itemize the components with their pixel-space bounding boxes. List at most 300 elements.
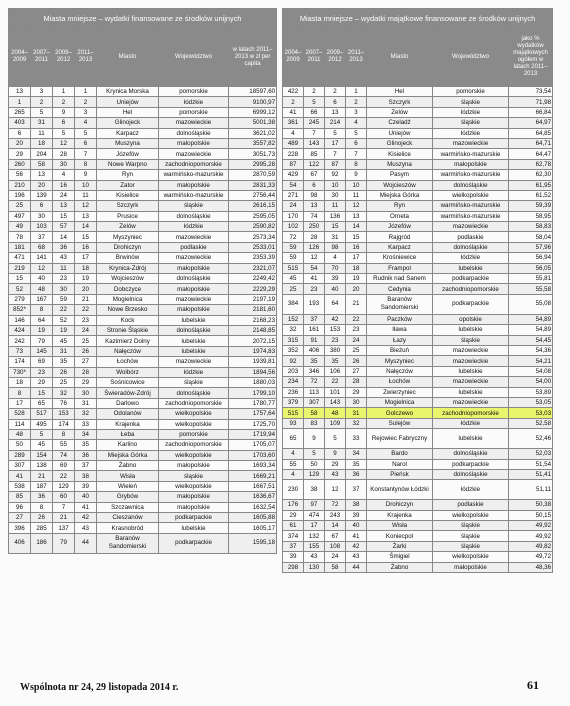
- table-cell: 136: [325, 211, 346, 221]
- table-row: [283, 314, 553, 324]
- table-row: [9, 107, 277, 117]
- table-cell: podkarpackie: [159, 533, 229, 553]
- table-cell: 1667,51: [229, 481, 277, 491]
- table-cell: 6999,12: [229, 107, 277, 117]
- column-header: Miasto: [367, 28, 433, 87]
- table-cell: 515: [283, 263, 304, 273]
- table-cell: 19: [31, 325, 53, 335]
- table-cell: 58: [31, 159, 53, 169]
- table-cell: zachodniopomorskie: [159, 398, 229, 408]
- table-cell: 2181,60: [229, 305, 277, 315]
- table-cell: Bardo: [367, 449, 433, 459]
- table-cell: 23: [75, 315, 97, 325]
- table-cell: Narol: [367, 459, 433, 469]
- table-cell: 29: [346, 387, 367, 397]
- table-cell: 139: [31, 190, 53, 200]
- table-cell: 2831,33: [229, 180, 277, 190]
- table-cell: 396: [9, 523, 31, 533]
- table-cell: 54,08: [509, 366, 553, 376]
- publication-footer: Wspólnota nr 24, 29 listopada 2014 r.: [20, 682, 179, 693]
- table-cell: 44: [346, 562, 367, 572]
- table-cell: 64,47: [509, 149, 553, 159]
- table-cell: 1703,60: [229, 450, 277, 460]
- table-cell: 55,58: [509, 284, 553, 294]
- table-cell: 143: [325, 397, 346, 407]
- table-cell: 7: [325, 149, 346, 159]
- table-cell: 9: [346, 170, 367, 180]
- table-row: [283, 335, 553, 345]
- table-cell: 298: [283, 562, 304, 572]
- table-cell: 30: [53, 284, 75, 294]
- table-cell: 45: [283, 274, 304, 284]
- table-row: [9, 253, 277, 263]
- table-cell: 126: [304, 242, 325, 252]
- table-cell: 9100,97: [229, 97, 277, 107]
- table-row: [283, 128, 553, 138]
- table-cell: 37: [75, 461, 97, 471]
- table-cell: 53,05: [509, 397, 553, 407]
- table-cell: 174: [9, 357, 31, 367]
- column-header: Województwo: [433, 28, 509, 87]
- table-cell: Cieszanów: [97, 513, 159, 523]
- table-cell: małopolskie: [159, 305, 229, 315]
- table-cell: 12: [304, 253, 325, 263]
- table-cell: Pieńsk: [367, 469, 433, 479]
- column-header: 2004–2009: [283, 28, 304, 87]
- table-cell: 21: [31, 471, 53, 481]
- table-cell: 204: [31, 149, 53, 159]
- table-row: [283, 294, 553, 314]
- table-cell: Dobczyce: [97, 284, 159, 294]
- table-cell: 8: [9, 388, 31, 398]
- table-row: [283, 531, 553, 541]
- table-cell: 4: [346, 118, 367, 128]
- table-cell: łódzkie: [159, 367, 229, 377]
- table-cell: 38: [75, 471, 97, 481]
- column-header: Miasto: [97, 28, 159, 87]
- table-cell: 15: [53, 211, 75, 221]
- table-cell: 34: [346, 449, 367, 459]
- table-cell: wielkopolskie: [433, 510, 509, 520]
- table-cell: Śmigiel: [367, 552, 433, 562]
- table-row: [9, 190, 277, 200]
- table-cell: dolnośląskie: [159, 128, 229, 138]
- table-cell: podkarpackie: [433, 274, 509, 284]
- table-cell: 5001,38: [229, 118, 277, 128]
- table-cell: mazowieckie: [433, 356, 509, 366]
- table-row: [9, 87, 277, 97]
- table-cell: 1632,54: [229, 502, 277, 512]
- table-cell: 18: [75, 263, 97, 273]
- table-cell: 13: [53, 201, 75, 211]
- table-cell: 19: [346, 274, 367, 284]
- table-cell: Karpacz: [367, 242, 433, 252]
- table-cell: Wojcieszów: [367, 180, 433, 190]
- table-cell: 64: [325, 294, 346, 314]
- table-cell: 15: [9, 274, 31, 284]
- table-cell: lubelskie: [159, 346, 229, 356]
- table-cell: 170: [283, 211, 304, 221]
- table-cell: 2: [325, 87, 346, 97]
- table-row: [9, 357, 277, 367]
- table-cell: 1595,18: [229, 533, 277, 553]
- table-cell: 29: [75, 377, 97, 387]
- table-cell: 9: [325, 449, 346, 459]
- table-cell: 1780,77: [229, 398, 277, 408]
- table-cell: 122: [304, 159, 325, 169]
- table-cell: wielkopolskie: [159, 409, 229, 419]
- table-cell: Odolanów: [97, 409, 159, 419]
- table-cell: 57: [53, 222, 75, 232]
- table-cell: 315: [283, 335, 304, 345]
- table-cell: 4: [283, 469, 304, 479]
- table-cell: 43: [346, 552, 367, 562]
- table-cell: 2616,15: [229, 201, 277, 211]
- table-cell: 1605,88: [229, 513, 277, 523]
- table-cell: warmińsko-mazurskie: [159, 170, 229, 180]
- table-row: [283, 263, 553, 273]
- table-cell: 26: [31, 513, 53, 523]
- table-cell: 91: [304, 335, 325, 345]
- table-cell: 30: [325, 190, 346, 200]
- table-cell: dolnośląskie: [433, 180, 509, 190]
- table-cell: 54: [304, 263, 325, 273]
- table-cell: Krajenka: [367, 510, 433, 520]
- table-cell: wielkopolskie: [159, 481, 229, 491]
- table-cell: 1705,07: [229, 440, 277, 450]
- table-cell: 61,95: [509, 180, 553, 190]
- table-cell: 27: [9, 513, 31, 523]
- table-cell: 39: [283, 552, 304, 562]
- table-cell: 38: [346, 500, 367, 510]
- table-cell: 54,89: [509, 325, 553, 335]
- table-cell: dolnośląskie: [159, 274, 229, 284]
- table-cell: 1605,17: [229, 523, 277, 533]
- table-cell: Darłowo: [97, 398, 159, 408]
- table-cell: 37: [346, 480, 367, 500]
- table-cell: 41: [283, 107, 304, 117]
- table-row: [283, 87, 553, 97]
- table-cell: 25: [75, 336, 97, 346]
- table-cell: 11: [325, 201, 346, 211]
- table-cell: 6: [53, 118, 75, 128]
- table-cell: łódzkie: [433, 418, 509, 428]
- table-cell: 236: [283, 387, 304, 397]
- table-row: [283, 469, 553, 479]
- table-cell: 56,94: [509, 253, 553, 263]
- table-cell: 32: [346, 418, 367, 428]
- table-cell: 16: [75, 242, 97, 252]
- table-cell: 4: [53, 170, 75, 180]
- table-cell: 2: [346, 97, 367, 107]
- table-cell: 73,54: [509, 87, 553, 97]
- table-cell: 58,04: [509, 232, 553, 242]
- table-cell: 49,82: [509, 541, 553, 551]
- table-cell: 66,84: [509, 107, 553, 117]
- table-cell: 58: [325, 562, 346, 572]
- column-header: 2007–2011: [304, 28, 325, 87]
- table-cell: 5: [75, 128, 97, 138]
- table-cell: dolnośląskie: [433, 242, 509, 252]
- table-cell: lubelskie: [159, 336, 229, 346]
- table-cell: 39: [346, 510, 367, 520]
- table-cell: mazowieckie: [159, 253, 229, 263]
- table-row: [9, 346, 277, 356]
- table-cell: 2: [304, 87, 325, 97]
- table-cell: 8: [31, 305, 53, 315]
- table-cell: 403: [9, 118, 31, 128]
- table-cell: 6: [325, 97, 346, 107]
- table-cell: 3: [31, 87, 53, 97]
- table-cell: warmińsko-mazurskie: [159, 190, 229, 200]
- table-cell: 62,30: [509, 170, 553, 180]
- table-cell: 72: [304, 377, 325, 387]
- table-cell: 55,81: [509, 274, 553, 284]
- table-cell: 59: [53, 294, 75, 304]
- table-cell: śląskie: [159, 471, 229, 481]
- table-cell: Szczyrk: [367, 97, 433, 107]
- table-cell: 187: [31, 481, 53, 491]
- table-cell: 64,85: [509, 128, 553, 138]
- table-cell: 2870,59: [229, 170, 277, 180]
- table-cell: 12: [31, 263, 53, 273]
- table-cell: 4: [75, 118, 97, 128]
- column-header: jako % wydatków majątkowych ogółem w latach 2011–2013: [509, 28, 553, 87]
- table-cell: 23: [325, 335, 346, 345]
- column-header: Województwo: [159, 28, 229, 87]
- table-cell: 24: [75, 325, 97, 335]
- table-cell: Cedynia: [367, 284, 433, 294]
- table-cell: mazowieckie: [159, 232, 229, 242]
- table-cell: 4: [283, 449, 304, 459]
- table-cell: 7: [346, 149, 367, 159]
- table-row: [9, 461, 277, 471]
- table-cell: 3557,82: [229, 138, 277, 148]
- table-cell: zachodniopomorskie: [433, 284, 509, 294]
- table-cell: Zwierzyniec: [367, 387, 433, 397]
- table-cell: małopolskie: [159, 284, 229, 294]
- table-cell: 43: [75, 523, 97, 533]
- table-row: [9, 533, 277, 553]
- table-cell: łódzkie: [433, 107, 509, 117]
- table-row: [9, 450, 277, 460]
- table-row: [283, 449, 553, 459]
- table-cell: Nowe Brzesko: [97, 305, 159, 315]
- table-cell: 2590,82: [229, 222, 277, 232]
- table-cell: pomorskie: [159, 107, 229, 117]
- table-cell: 18: [31, 138, 53, 148]
- table-cell: mazowieckie: [159, 357, 229, 367]
- table-cell: 5: [325, 429, 346, 449]
- table-cell: 307: [304, 397, 325, 407]
- table-row: [9, 471, 277, 481]
- table-cell: Zelów: [367, 107, 433, 117]
- table-cell: 137: [53, 523, 75, 533]
- table-cell: 406: [9, 533, 31, 553]
- table-cell: 265: [9, 107, 31, 117]
- table-cell: 31: [53, 346, 75, 356]
- table-cell: 138: [31, 461, 53, 471]
- table-cell: 153: [325, 325, 346, 335]
- table-row: [9, 419, 277, 429]
- table-cell: 538: [9, 481, 31, 491]
- column-header: 2007–2011: [31, 28, 53, 87]
- table-cell: 379: [283, 397, 304, 407]
- table-row: [9, 159, 277, 169]
- table-cell: 361: [283, 118, 304, 128]
- table-cell: śląskie: [159, 201, 229, 211]
- table-cell: 72: [325, 500, 346, 510]
- table-cell: 69: [53, 461, 75, 471]
- table-cell: 62,78: [509, 159, 553, 169]
- table-cell: 21: [346, 294, 367, 314]
- table-cell: 1: [346, 87, 367, 97]
- table-cell: 35: [75, 440, 97, 450]
- table-cell: Krynica-Zdrój: [97, 263, 159, 273]
- table-cell: wielkopolskie: [433, 190, 509, 200]
- table-cell: śląskie: [433, 97, 509, 107]
- table-cell: 26: [53, 367, 75, 377]
- table-cell: 11: [31, 128, 53, 138]
- table-row: [9, 170, 277, 180]
- table-cell: 489: [283, 138, 304, 148]
- table-cell: Drohiczyn: [97, 242, 159, 252]
- table-row: [283, 345, 553, 355]
- table-cell: 1799,10: [229, 388, 277, 398]
- table-cell: 153: [53, 409, 75, 419]
- table-cell: 2072,15: [229, 336, 277, 346]
- table-cell: wielkopolskie: [433, 552, 509, 562]
- table-cell: 10: [75, 180, 97, 190]
- table-cell: Wieleń: [97, 481, 159, 491]
- table-cell: 167: [31, 294, 53, 304]
- table-cell: mazowieckie: [433, 222, 509, 232]
- table-row: [9, 242, 277, 252]
- table-cell: 60: [53, 492, 75, 502]
- table-cell: 13: [325, 107, 346, 117]
- table-cell: podkarpackie: [433, 459, 509, 469]
- table-cell: dolnośląskie: [433, 469, 509, 479]
- table-cell: 49,92: [509, 521, 553, 531]
- table-cell: 13: [75, 211, 97, 221]
- table-cell: Mogielnica: [367, 397, 433, 407]
- table-eu-funded-expenditure: [8, 8, 277, 554]
- table-row: [9, 97, 277, 107]
- table-cell: 471: [9, 253, 31, 263]
- table-row: [283, 242, 553, 252]
- table-cell: warmińsko-mazurskie: [433, 170, 509, 180]
- table-cell: 19: [53, 325, 75, 335]
- table-cell: 2: [53, 97, 75, 107]
- table-cell: lubelskie: [433, 325, 509, 335]
- table-cell: Wisła: [97, 471, 159, 481]
- table-cell: 3621,02: [229, 128, 277, 138]
- table-cell: 58: [304, 408, 325, 418]
- table-cell: 85: [304, 149, 325, 159]
- table-cell: 10: [325, 180, 346, 190]
- table-cell: 52: [53, 315, 75, 325]
- table-cell: 71,98: [509, 97, 553, 107]
- table-cell: 79: [53, 533, 75, 553]
- table-cell: 50,15: [509, 510, 553, 520]
- table-cell: 5: [31, 107, 53, 117]
- table-cell: 33: [75, 419, 97, 429]
- table-eu-funded-capital-expenditure: [282, 8, 553, 573]
- table-cell: 58,83: [509, 222, 553, 232]
- table-cell: 289: [9, 450, 31, 460]
- table-cell: śląskie: [159, 377, 229, 387]
- table-cell: 31: [31, 118, 53, 128]
- table-cell: 51,41: [509, 469, 553, 479]
- table-cell: 14: [75, 222, 97, 232]
- table-cell: 26: [346, 356, 367, 366]
- table-cell: 143: [304, 138, 325, 148]
- table-cell: 55: [53, 440, 75, 450]
- table-cell: Krośniewice: [367, 253, 433, 263]
- table-cell: 41: [75, 502, 97, 512]
- table-cell: Ryn: [367, 201, 433, 211]
- table-row: [9, 336, 277, 346]
- table-cell: wielkopolskie: [159, 450, 229, 460]
- table-cell: 22: [53, 305, 75, 315]
- table-cell: Muszyna: [367, 159, 433, 169]
- table-cell: 24: [53, 190, 75, 200]
- table-cell: 8: [31, 502, 53, 512]
- table-cell: Paczków: [367, 314, 433, 324]
- table-cell: śląskie: [433, 335, 509, 345]
- table-cell: 30: [75, 388, 97, 398]
- table-cell: 83: [304, 418, 325, 428]
- table-row: [9, 377, 277, 387]
- table-cell: 2: [283, 97, 304, 107]
- table-cell: 271: [283, 190, 304, 200]
- table-cell: 54,45: [509, 335, 553, 345]
- table-cell: Baranów Sandomierski: [97, 533, 159, 553]
- table-cell: Wisła: [367, 521, 433, 531]
- table-cell: 97: [304, 500, 325, 510]
- table-cell: Żabno: [367, 562, 433, 572]
- table-cell: Hel: [97, 107, 159, 117]
- table-cell: 181: [9, 242, 31, 252]
- table-row: [283, 459, 553, 469]
- table-cell: 49,92: [509, 531, 553, 541]
- table-cell: 25: [53, 377, 75, 387]
- table-cell: 2353,39: [229, 253, 277, 263]
- table-cell: 307: [9, 461, 31, 471]
- table-cell: 56: [9, 170, 31, 180]
- table-cell: 20: [9, 138, 31, 148]
- table-cell: 79: [31, 336, 53, 346]
- page-number: 61: [527, 678, 539, 692]
- table-cell: 108: [325, 541, 346, 551]
- table-cell: 515: [283, 408, 304, 418]
- table-cell: 2148,85: [229, 325, 277, 335]
- table-cell: małopolskie: [433, 159, 509, 169]
- table-cell: 98: [304, 190, 325, 200]
- table-cell: 186: [31, 533, 53, 553]
- table-cell: 5: [346, 128, 367, 138]
- table-cell: 33: [346, 429, 367, 449]
- table-cell: 13: [9, 87, 31, 97]
- table-cell: Myszyniec: [367, 356, 433, 366]
- table-cell: 2197,19: [229, 294, 277, 304]
- table-cell: Orneta: [367, 211, 433, 221]
- table-row: [283, 500, 553, 510]
- table-cell: lubelskie: [433, 263, 509, 273]
- table-row: [9, 367, 277, 377]
- table-cell: mazowieckie: [433, 397, 509, 407]
- table-cell: 103: [31, 222, 53, 232]
